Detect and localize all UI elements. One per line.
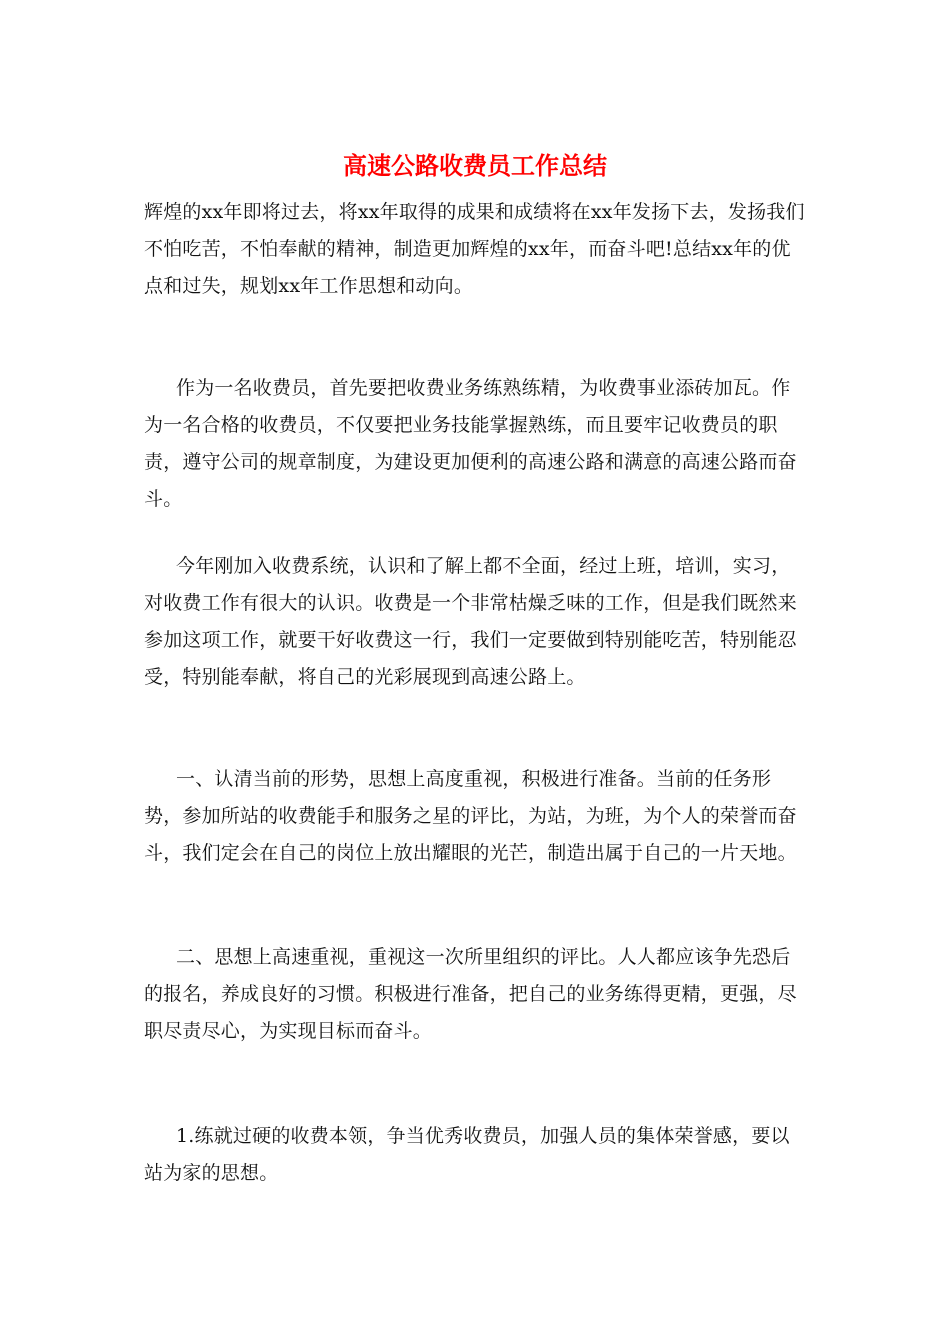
- paragraph-intro: 辉煌的xx年即将过去，将xx年取得的成果和成绩将在xx年发扬下去，发扬我们不怕吃苦，不怕奉献的精神，制造更加辉煌的xx年，而奋斗吧!总结xx年的优点和过失，规划xx年工作思想和动向。: [144, 201, 805, 297]
- paragraph-experience: 今年刚加入收费系统，认识和了解上都不全面，经过上班，培训，实习，对收费工作有很大的认识。收费是一个非常枯燥乏味的工作，但是我们既然来参加这项工作，就要干好收费这一行，我们一定要做到特别能吃苦，特别能忍受，特别能奉献，将自己的光彩展现到高速公路上。: [144, 555, 797, 688]
- paragraph-section-one: 一、认清当前的形势，思想上高度重视，积极进行准备。当前的任务形势，参加所站的收费能手和服务之星的评比，为站，为班，为个人的荣誉而奋斗，我们定会在自己的岗位上放出耀眼的光芒，制造出属于自己的一片天地。: [144, 768, 797, 864]
- paragraph-section-two: 二、思想上高速重视，重视这一次所里组织的评比。人人都应该争先恐后的报名，养成良好的习惯。积极进行准备，把自己的业务练得更精，更强，尽职尽责尽心，为实现目标而奋斗。: [144, 946, 797, 1042]
- paragraph-duties: 作为一名收费员，首先要把收费业务练熟练精，为收费事业添砖加瓦。作为一名合格的收费员，不仅要把业务技能掌握熟练，而且要牢记收费员的职责，遵守公司的规章制度，为建设更加便利的高速公路和满意的高速公路而奋斗。: [144, 377, 797, 510]
- paragraph-item-one: 1.练就过硬的收费本领，争当优秀收费员，加强人员的集体荣誉感，要以站为家的思想。: [144, 1125, 790, 1184]
- document-title: 高速公路收费员工作总结: [343, 151, 607, 180]
